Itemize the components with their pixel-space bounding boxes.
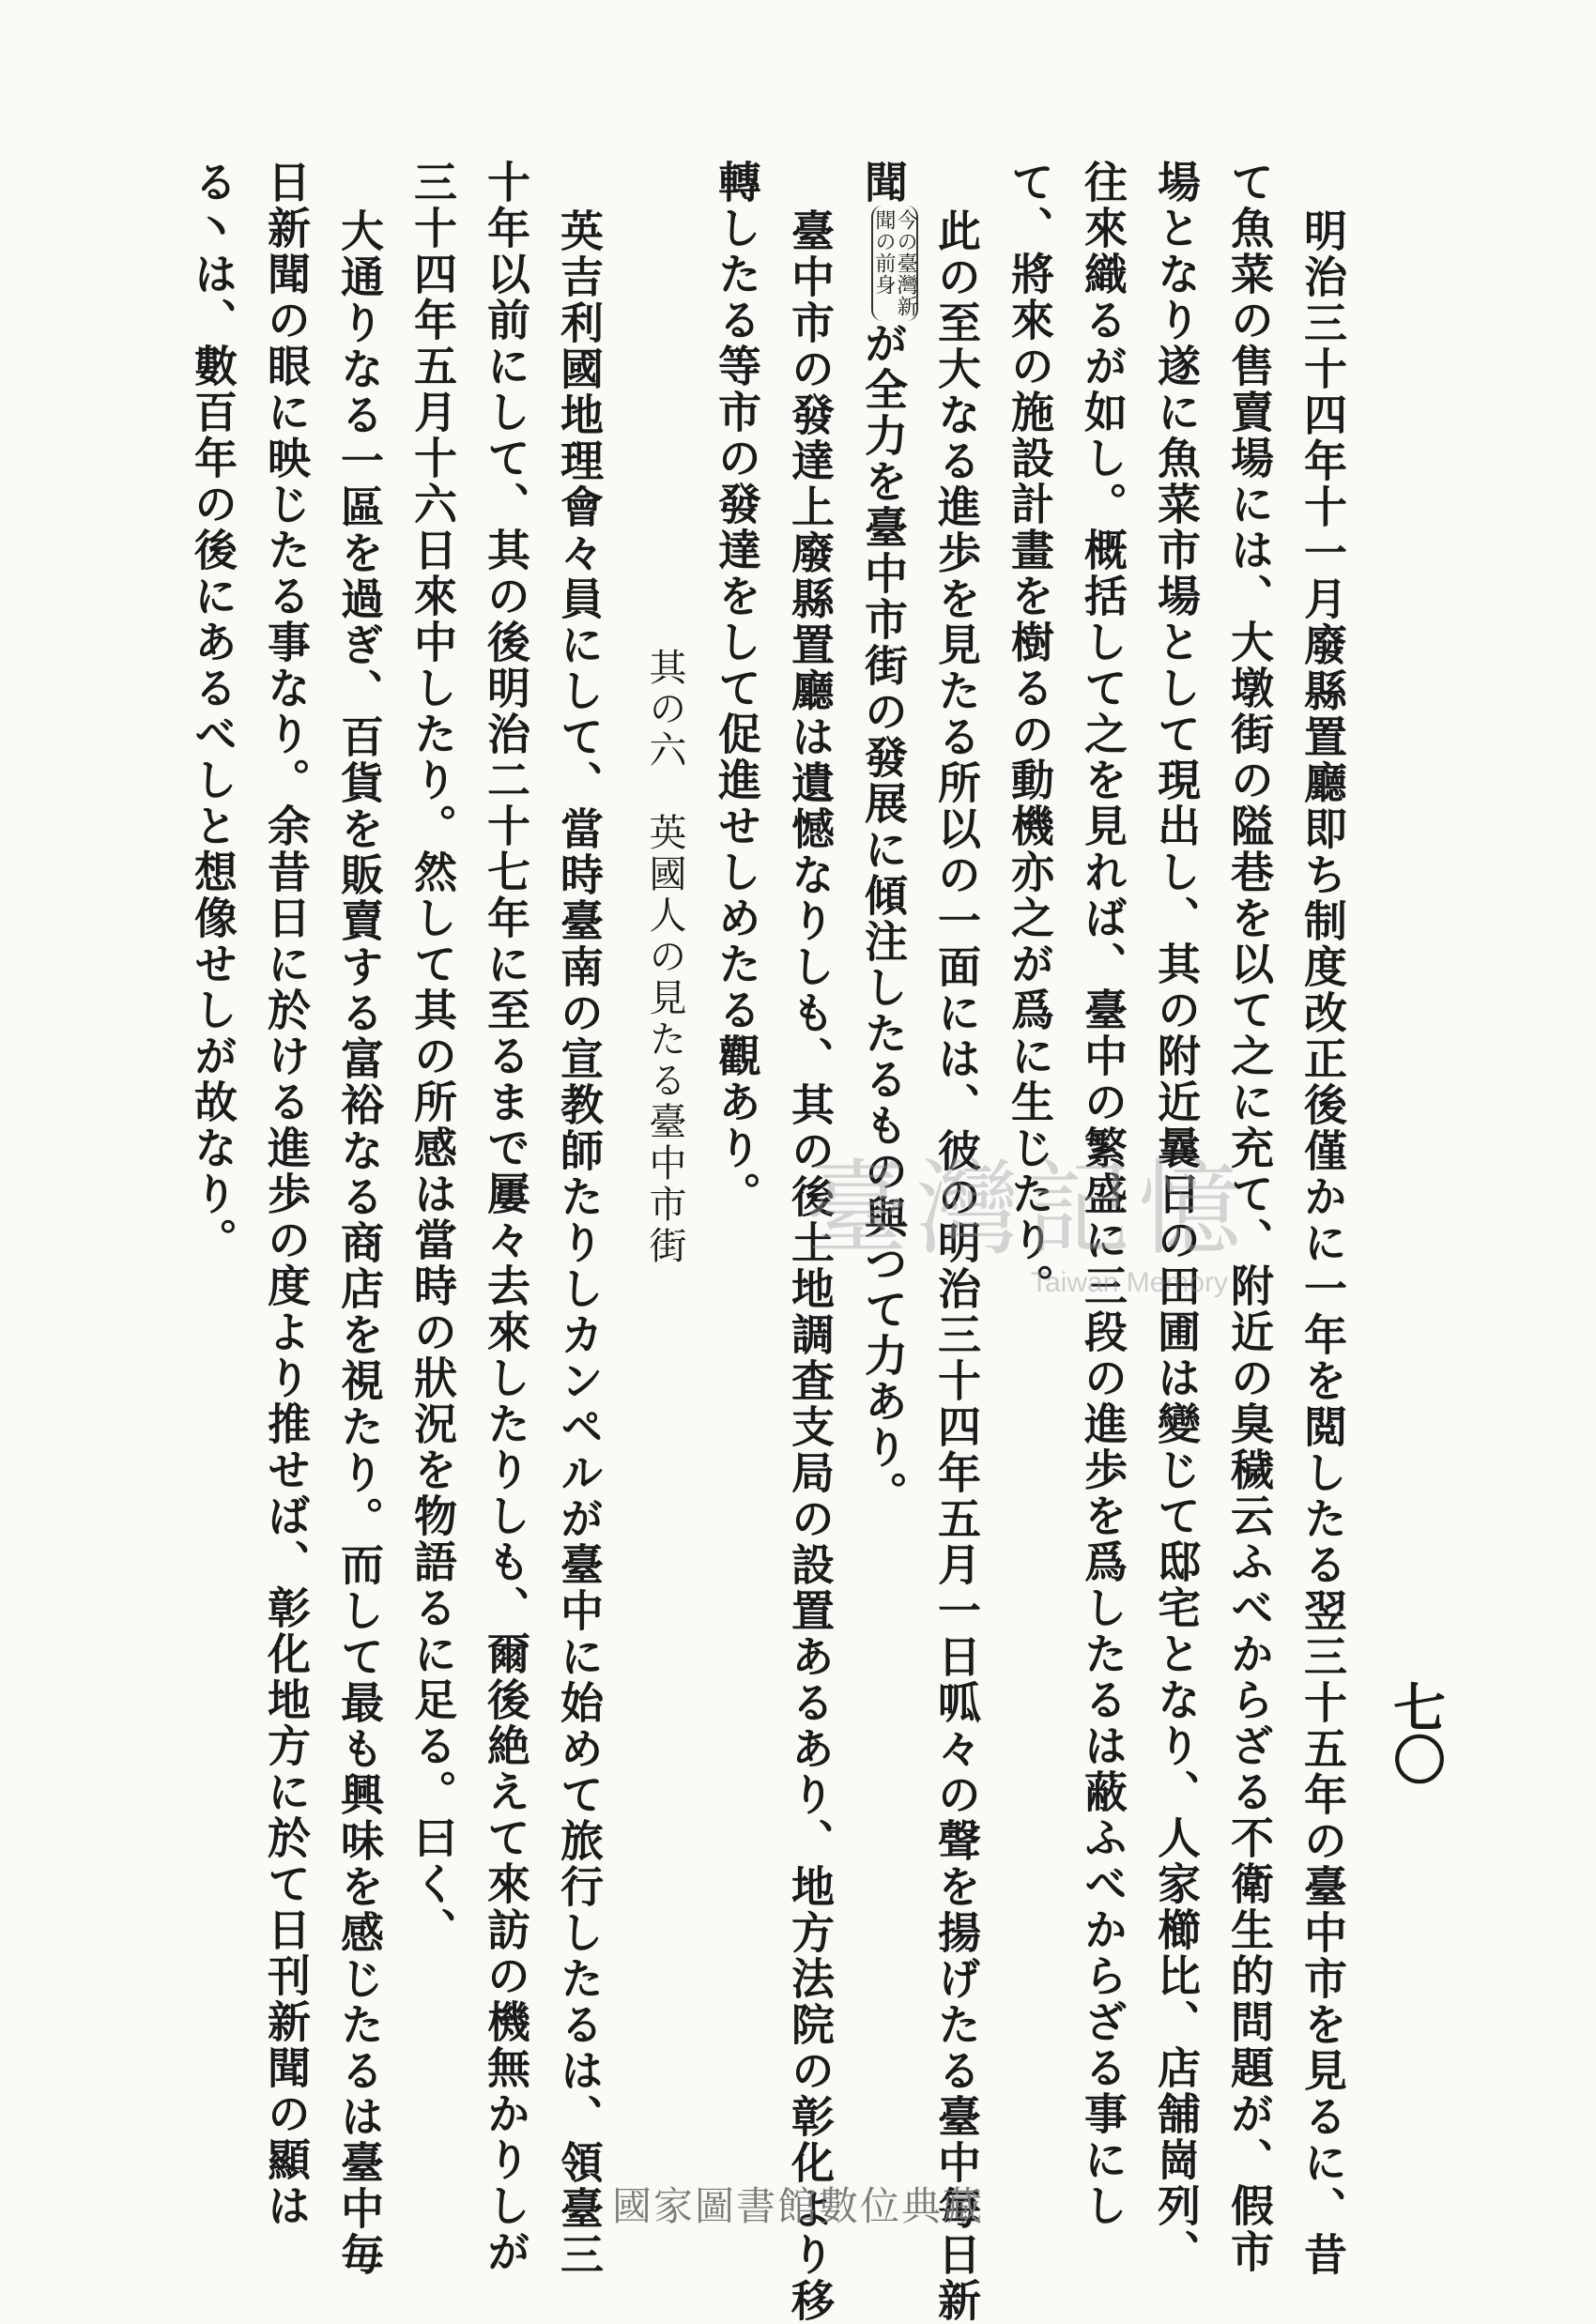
text-line: 十年以前にして、其の後明治二十七年に至るまで屢々去來したりしも、爾後絶えて來訪の機無かりしが [481,160,531,2275]
annotation-right: 今の臺灣新 [894,209,918,317]
text-line: 大通りなる一區を過ぎ、百貨を販賣する富裕なる商店を視たり。而して最も興味を感じたるは臺中毎 [334,208,385,2278]
watermark-sub: Taiwan Memory [1031,1267,1229,1298]
section-heading: 其の六 英國人の見たる臺中市街 [643,648,686,1267]
text-line: 往來織るが如し。概括して之を見れば、臺中の繁盛に三段の進歩を爲したるは蔽ふべからざる事にし [1078,160,1128,2229]
text-line: て魚菜の售賣場には、大墩街の隘巷を以て之に充て、附近の臭穢云ふべからざる不衛生的問題が、假市 [1224,160,1275,2275]
text-line: 場となり遂に魚菜市場として現出し、其の附近曩日の田圃は變じて邸宅となり、人家櫛比、店舗崗列、 [1151,160,1202,2275]
text-line: 臺中市の發達上廢縣置廳は遺憾なりしも、其の後土地調査支局の設置あるあり、地方法院の彰化より移 [785,208,836,2324]
text-fragment: が全力を臺中市街の發展に傾注したるもの與つて力あり。 [858,321,909,1517]
text-line: て、將來の施設計畫を樹るの動機亦之が爲に生じたり。 [1005,160,1055,1309]
text-line: 轉したる等市の發達をして促進せしめたる觀あり。 [712,160,762,1217]
text-line: 日新聞の眼に映じたる事なり。余昔日に於ける進歩の度より推せば、彰化地方に於て日刊新聞の顯は [261,160,312,2229]
library-footer: 國家圖書館數位典藏 [611,2183,984,2229]
inline-annotation [871,206,918,321]
text-line: る丶は、數百年の後にあるべしと想像せしが故なり。 [188,160,238,1263]
page-number: 七〇 [1385,1680,1447,1785]
annotation-left: 聞の前身 [872,209,896,296]
text-fragment: 聞 [858,160,909,206]
text-line: 明治三十四年十一月廢縣置廳即ち制度改正後僅かに一年を閲したる翌三十五年の臺中市を見るに、昔 [1297,208,1348,2278]
text-line: 三十四年五月十六日來中したり。然して其の所感は當時の狀況を物語るに足る。曰く、 [407,160,458,1953]
watermark-main: 臺灣記憶 [806,1149,1249,1269]
text-line: 英吉利國地理會々員にして、當時臺南の宣教師たりしカンペルが臺中に始めて旅行したるは、領臺三 [554,208,605,2278]
taiwan-memory-watermark [806,1126,1247,1314]
text-line: 此の至大なる進歩を見たる所以の一面には、彼の明治三十四年五月一日呱々の聲を揚げたる臺中毎日新 [931,208,982,2324]
